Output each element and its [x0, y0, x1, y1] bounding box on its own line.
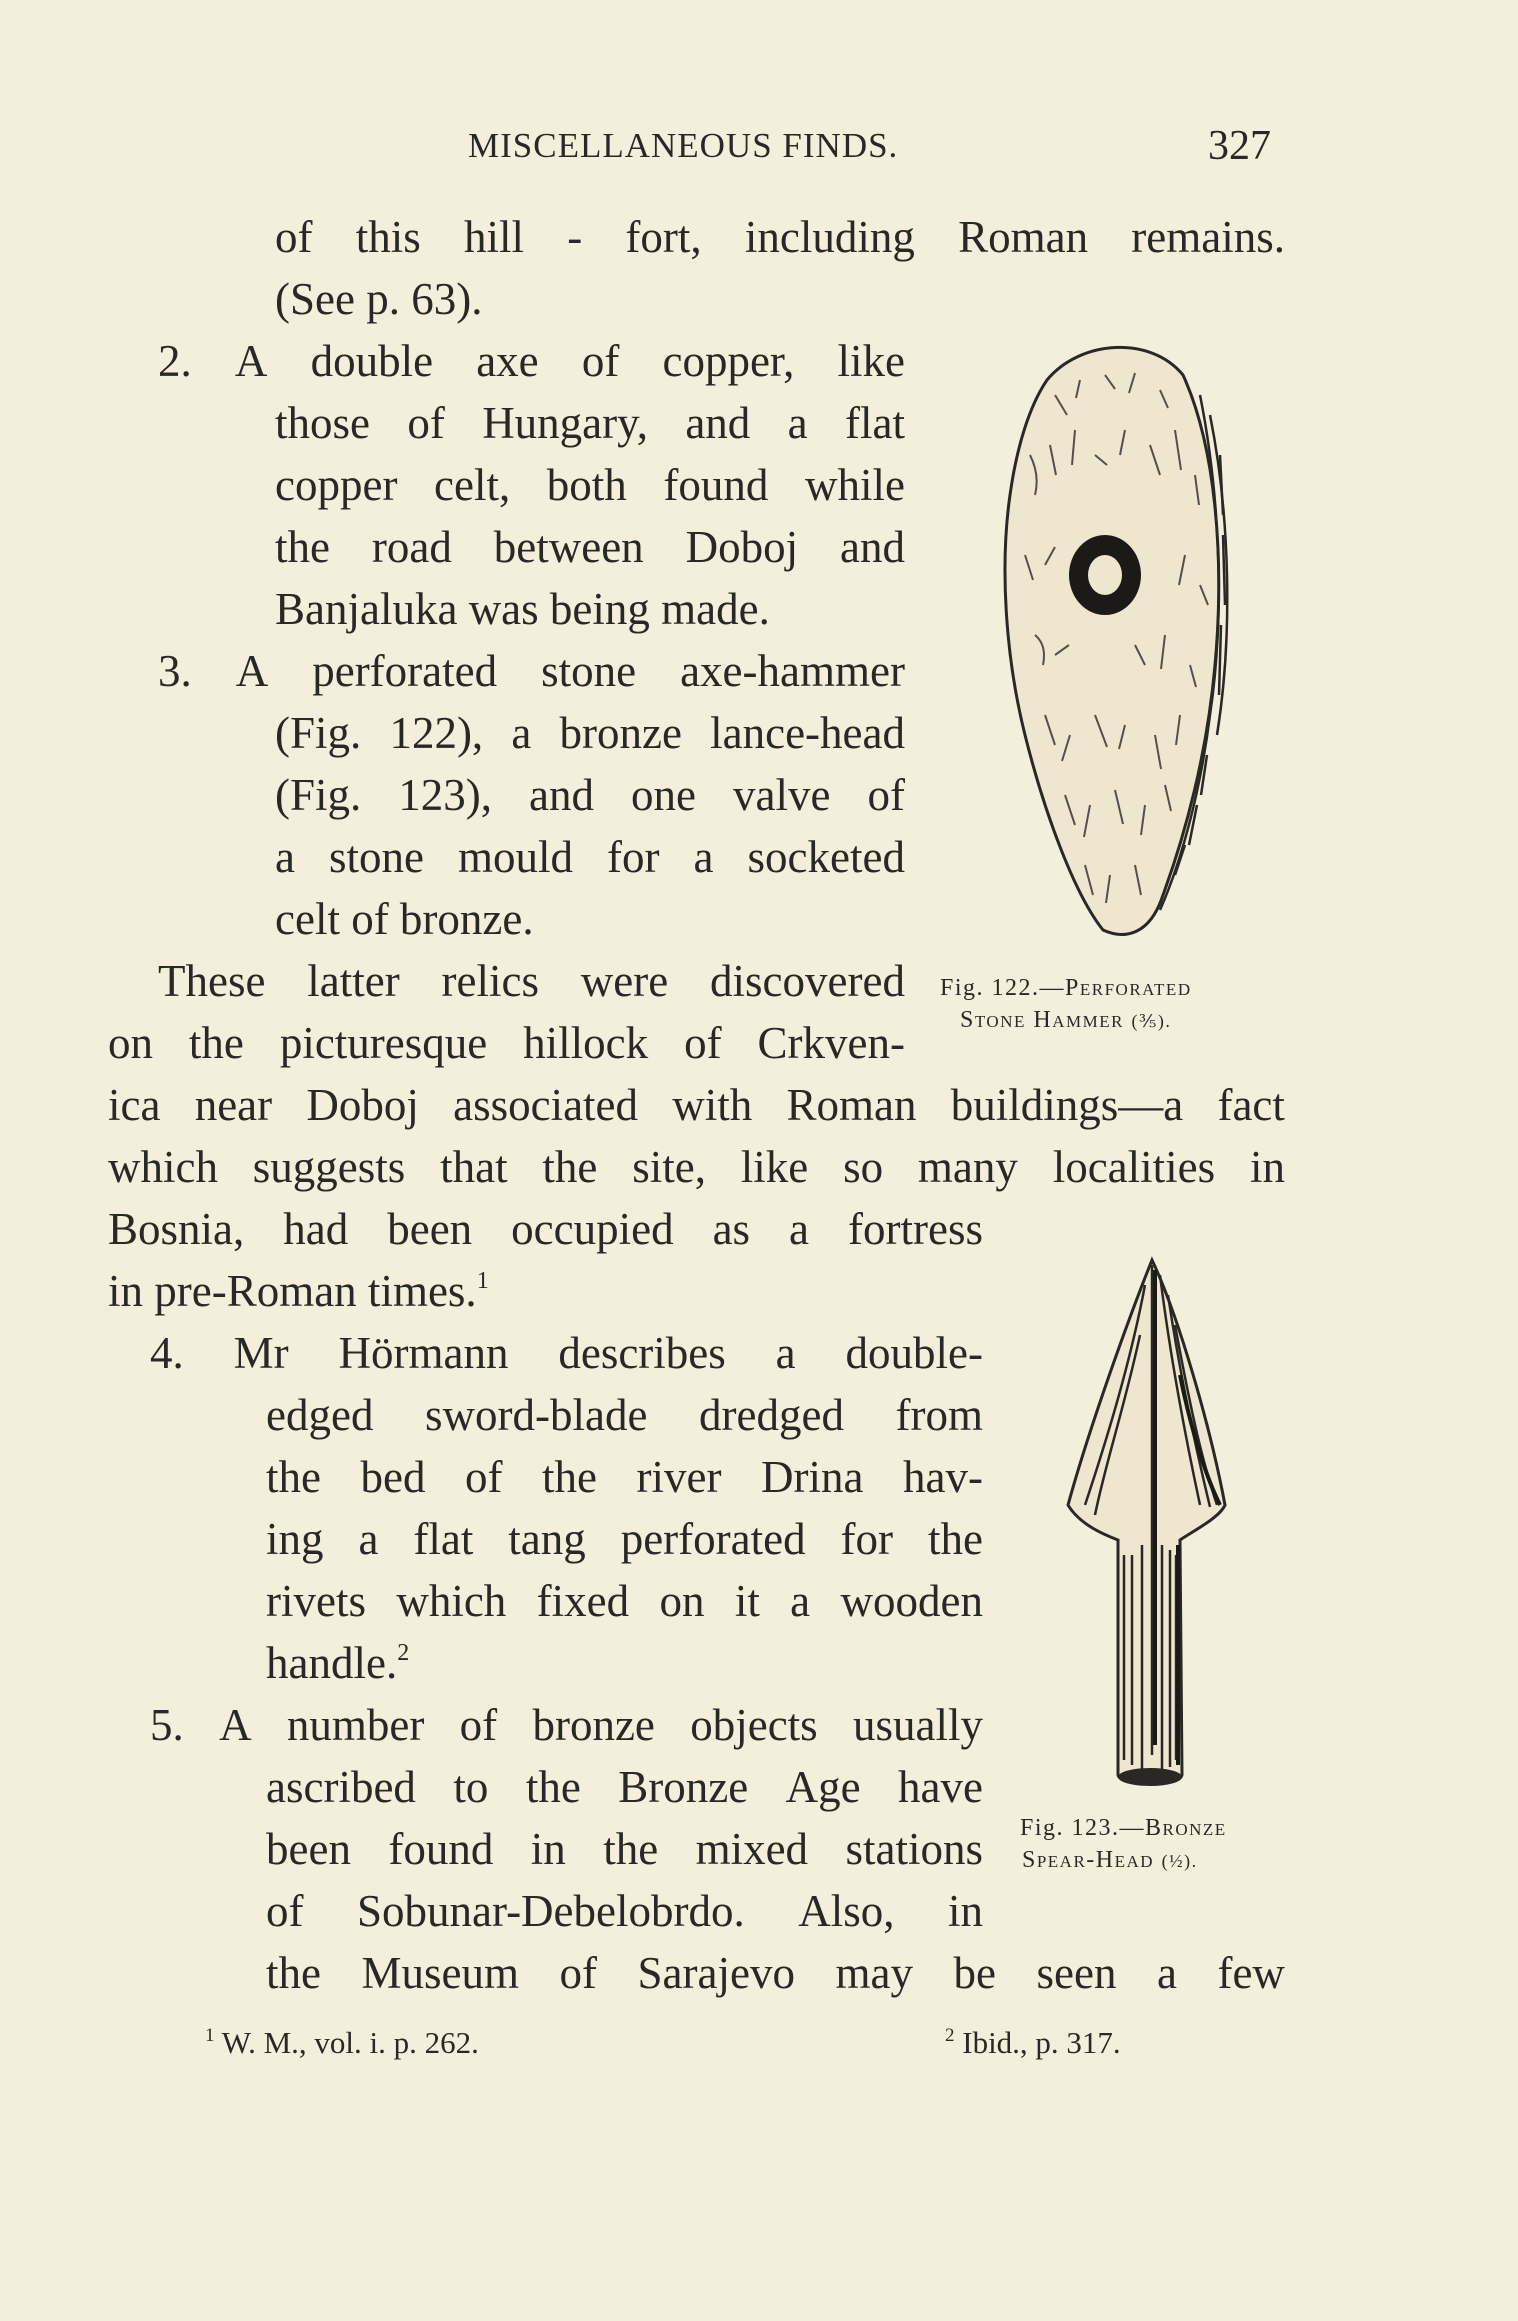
- word: remains.: [1131, 212, 1285, 262]
- word: perforated: [312, 646, 498, 696]
- word: Also,: [798, 1886, 895, 1936]
- word: many: [917, 1142, 1018, 1192]
- word: A: [219, 1700, 252, 1750]
- figure-title: Perforated: [1065, 975, 1192, 1001]
- word: for: [840, 1514, 894, 1564]
- word: 3.: [158, 646, 192, 696]
- word: in: [1249, 1142, 1285, 1192]
- word: as: [712, 1204, 751, 1254]
- footnote-marker: 2: [397, 1640, 410, 1666]
- word: A: [234, 336, 268, 386]
- text-line: [266, 1824, 983, 1874]
- word: seen: [1036, 1948, 1117, 1998]
- word: the: [266, 1452, 321, 1502]
- word: on: [659, 1576, 705, 1626]
- word: double: [310, 336, 434, 386]
- word: stations: [845, 1824, 983, 1874]
- word: picturesque: [279, 1018, 488, 1068]
- word: a: [358, 1514, 379, 1564]
- word: and: [840, 522, 905, 572]
- text-line: [108, 1018, 905, 1068]
- word: Sarajevo: [637, 1948, 795, 1998]
- figure-scale: (⅗).: [1131, 1011, 1172, 1031]
- word: wooden: [840, 1576, 983, 1626]
- word: the: [927, 1514, 983, 1564]
- spear-head-illustration: [1060, 1255, 1230, 1795]
- word: like: [837, 336, 905, 386]
- word: sword-blade: [425, 1390, 648, 1440]
- word: found: [388, 1824, 494, 1874]
- word: a: [511, 708, 532, 758]
- word: fact: [1217, 1080, 1285, 1130]
- figure-subject: Stone Hammer: [960, 1007, 1124, 1033]
- word: hill: [463, 212, 524, 262]
- word: localities: [1052, 1142, 1216, 1192]
- text-line: [275, 708, 905, 758]
- word: from: [895, 1390, 983, 1440]
- word: ica: [108, 1080, 161, 1130]
- word: of: [465, 1452, 503, 1502]
- word: mixed: [695, 1824, 809, 1874]
- word: a: [693, 832, 714, 882]
- footnote-text: Ibid., p. 317.: [962, 2025, 1121, 2060]
- word: edged: [266, 1390, 374, 1440]
- word: bronze: [532, 1700, 655, 1750]
- text-line: celt of bronze.: [275, 894, 534, 944]
- word: buildings—a: [950, 1080, 1184, 1130]
- word: have: [898, 1762, 983, 1812]
- figure-number: Fig. 123.—: [1020, 1815, 1146, 1841]
- word: those: [275, 398, 370, 448]
- word: flat: [413, 1514, 474, 1564]
- word: one: [631, 770, 696, 820]
- word: rivets: [266, 1576, 366, 1626]
- word: fortress: [848, 1204, 983, 1254]
- word: 2.: [158, 336, 192, 386]
- word: of: [867, 770, 905, 820]
- word: usually: [853, 1700, 983, 1750]
- word: -: [567, 212, 583, 262]
- word: road: [371, 522, 452, 572]
- word: which: [108, 1142, 218, 1192]
- word: describes: [558, 1328, 726, 1378]
- word: Hungary,: [482, 398, 648, 448]
- word: river: [636, 1452, 722, 1502]
- word: socketed: [747, 832, 905, 882]
- figure-number: Fig. 122.—: [940, 975, 1066, 1001]
- word: been: [387, 1204, 473, 1254]
- text-line: [108, 1266, 489, 1316]
- word: ascribed: [266, 1762, 416, 1812]
- word: axe-hammer: [680, 646, 905, 696]
- word: the: [266, 1948, 321, 1998]
- text-line: [158, 956, 905, 1006]
- text-line: [266, 1948, 1285, 1998]
- word: with: [672, 1080, 753, 1130]
- word: a: [1156, 1948, 1177, 1998]
- word: Mr: [233, 1328, 289, 1378]
- word: be: [953, 1948, 996, 1998]
- word: bronze: [559, 708, 682, 758]
- word: fort,: [625, 212, 702, 262]
- word: been: [266, 1824, 351, 1874]
- word: both: [546, 460, 627, 510]
- word: Roman: [786, 1080, 917, 1130]
- footnote-text: W. M., vol. i. p. 262.: [221, 2025, 479, 2060]
- text-line: [275, 832, 905, 882]
- text-line: [266, 1762, 983, 1812]
- word: this: [355, 212, 421, 262]
- text-line: [108, 1142, 1285, 1192]
- word: a: [787, 398, 808, 448]
- word: (Fig.: [275, 708, 362, 758]
- word: stone: [329, 832, 424, 882]
- running-header: MISCELLANEOUS FINDS.: [468, 126, 899, 165]
- word: Sobunar-Debelobrdo.: [356, 1886, 745, 1936]
- word: to: [453, 1762, 489, 1812]
- text-line: [266, 1576, 983, 1626]
- text-line: Banjaluka was being made.: [275, 584, 770, 634]
- word: on: [108, 1018, 153, 1068]
- word: suggests: [252, 1142, 406, 1192]
- word: Roman: [958, 212, 1089, 262]
- word: bed: [360, 1452, 426, 1502]
- word: few: [1217, 1948, 1285, 1998]
- word: for: [607, 832, 660, 882]
- text-line: [266, 1886, 983, 1936]
- word: it: [734, 1576, 760, 1626]
- word: the: [542, 1452, 597, 1502]
- word: of: [684, 1018, 722, 1068]
- text-line: [275, 212, 1285, 262]
- line-text: in pre-Roman times.: [108, 1266, 477, 1316]
- word: a: [275, 832, 295, 882]
- word: the: [188, 1018, 244, 1068]
- word: perforated: [620, 1514, 806, 1564]
- word: latter: [307, 956, 400, 1006]
- word: and: [685, 398, 751, 448]
- word: flat: [844, 398, 905, 448]
- word: number: [286, 1700, 425, 1750]
- word: ing: [266, 1514, 324, 1564]
- figure-subject: Spear-Head: [1022, 1847, 1155, 1873]
- word: associated: [453, 1080, 639, 1130]
- footnote-marker: 1: [476, 1268, 489, 1294]
- word: may: [835, 1948, 913, 1998]
- word: were: [580, 956, 669, 1006]
- text-line: [266, 1514, 983, 1564]
- word: These: [158, 956, 266, 1006]
- word: axe: [476, 336, 539, 386]
- text-line: [150, 1328, 983, 1378]
- footnote-2: [945, 2025, 1121, 2061]
- word: a: [790, 1576, 811, 1626]
- line-text: handle.: [266, 1638, 398, 1688]
- word: stone: [541, 646, 637, 696]
- word: (Fig.: [275, 770, 362, 820]
- word: of: [266, 1886, 304, 1936]
- footnote-mark: 2: [945, 2025, 955, 2046]
- word: the: [525, 1762, 581, 1812]
- word: fixed: [536, 1576, 630, 1626]
- word: dredged: [699, 1390, 844, 1440]
- word: Doboj: [306, 1080, 419, 1130]
- word: occupied: [511, 1204, 674, 1254]
- figure-caption-122: [940, 975, 1192, 1002]
- word: lance-head: [710, 708, 905, 758]
- word: that: [440, 1142, 508, 1192]
- text-line: [158, 646, 905, 696]
- word: including: [744, 212, 915, 262]
- figure-caption-123-line2: [1022, 1847, 1198, 1874]
- word: Crkven-: [757, 1018, 905, 1068]
- text-line: [266, 1638, 410, 1688]
- word: a: [789, 1204, 810, 1254]
- text-line: [108, 1080, 1285, 1130]
- figure-title: Bronze: [1145, 1815, 1227, 1841]
- text-line: [158, 336, 905, 386]
- word: discovered: [710, 956, 905, 1006]
- word: the: [603, 1824, 659, 1874]
- word: copper: [275, 460, 398, 510]
- word: 4.: [150, 1328, 184, 1378]
- word: objects: [690, 1700, 818, 1750]
- word: Bronze: [618, 1762, 749, 1812]
- word: like: [740, 1142, 809, 1192]
- word: 5.: [150, 1700, 184, 1750]
- text-line: [275, 460, 905, 510]
- word: of: [275, 212, 313, 262]
- stone-hammer-illustration: [985, 335, 1245, 950]
- text-line: [266, 1390, 983, 1440]
- word: site,: [632, 1142, 706, 1192]
- figure-caption-122-line2: [960, 1007, 1171, 1034]
- text-line: [108, 1204, 983, 1254]
- word: tang: [508, 1514, 586, 1564]
- word: between: [493, 522, 644, 572]
- word: hillock: [523, 1018, 649, 1068]
- word: double-: [845, 1328, 983, 1378]
- word: had: [283, 1204, 349, 1254]
- word: and: [529, 770, 594, 820]
- figure-scale: (½).: [1161, 1851, 1198, 1871]
- word: of: [559, 1948, 598, 1998]
- footnote-mark: 1: [205, 2025, 215, 2046]
- word: celt,: [434, 460, 511, 510]
- word: relics: [441, 956, 539, 1006]
- word: a: [775, 1328, 796, 1378]
- text-line: [150, 1700, 983, 1750]
- word: the: [542, 1142, 598, 1192]
- word: 122),: [389, 708, 484, 758]
- word: 123),: [398, 770, 493, 820]
- word: Age: [785, 1762, 861, 1812]
- text-line: [275, 770, 905, 820]
- word: the: [275, 522, 330, 572]
- word: while: [804, 460, 905, 510]
- word: near: [194, 1080, 273, 1130]
- word: in: [530, 1824, 566, 1874]
- word: found: [663, 460, 769, 510]
- word: Museum: [361, 1948, 519, 1998]
- page-number: 327: [1208, 123, 1271, 169]
- word: copper,: [662, 336, 795, 386]
- word: in: [947, 1886, 983, 1936]
- word: hav-: [902, 1452, 983, 1502]
- word: Drina: [760, 1452, 864, 1502]
- text-line: [275, 398, 905, 448]
- figure-caption-123: [1020, 1815, 1227, 1842]
- text-line: [266, 1452, 983, 1502]
- word: of: [581, 336, 620, 386]
- word: of: [407, 398, 445, 448]
- word: of: [459, 1700, 498, 1750]
- word: A: [235, 646, 269, 696]
- word: which: [396, 1576, 507, 1626]
- word: so: [843, 1142, 884, 1192]
- word: Bosnia,: [108, 1204, 245, 1254]
- word: Hörmann: [338, 1328, 509, 1378]
- word: valve: [732, 770, 831, 820]
- footnote-1: [205, 2025, 479, 2061]
- word: mould: [458, 832, 574, 882]
- text-line: [275, 522, 905, 572]
- word: Doboj: [685, 522, 799, 572]
- text-line: (See p. 63).: [275, 274, 483, 324]
